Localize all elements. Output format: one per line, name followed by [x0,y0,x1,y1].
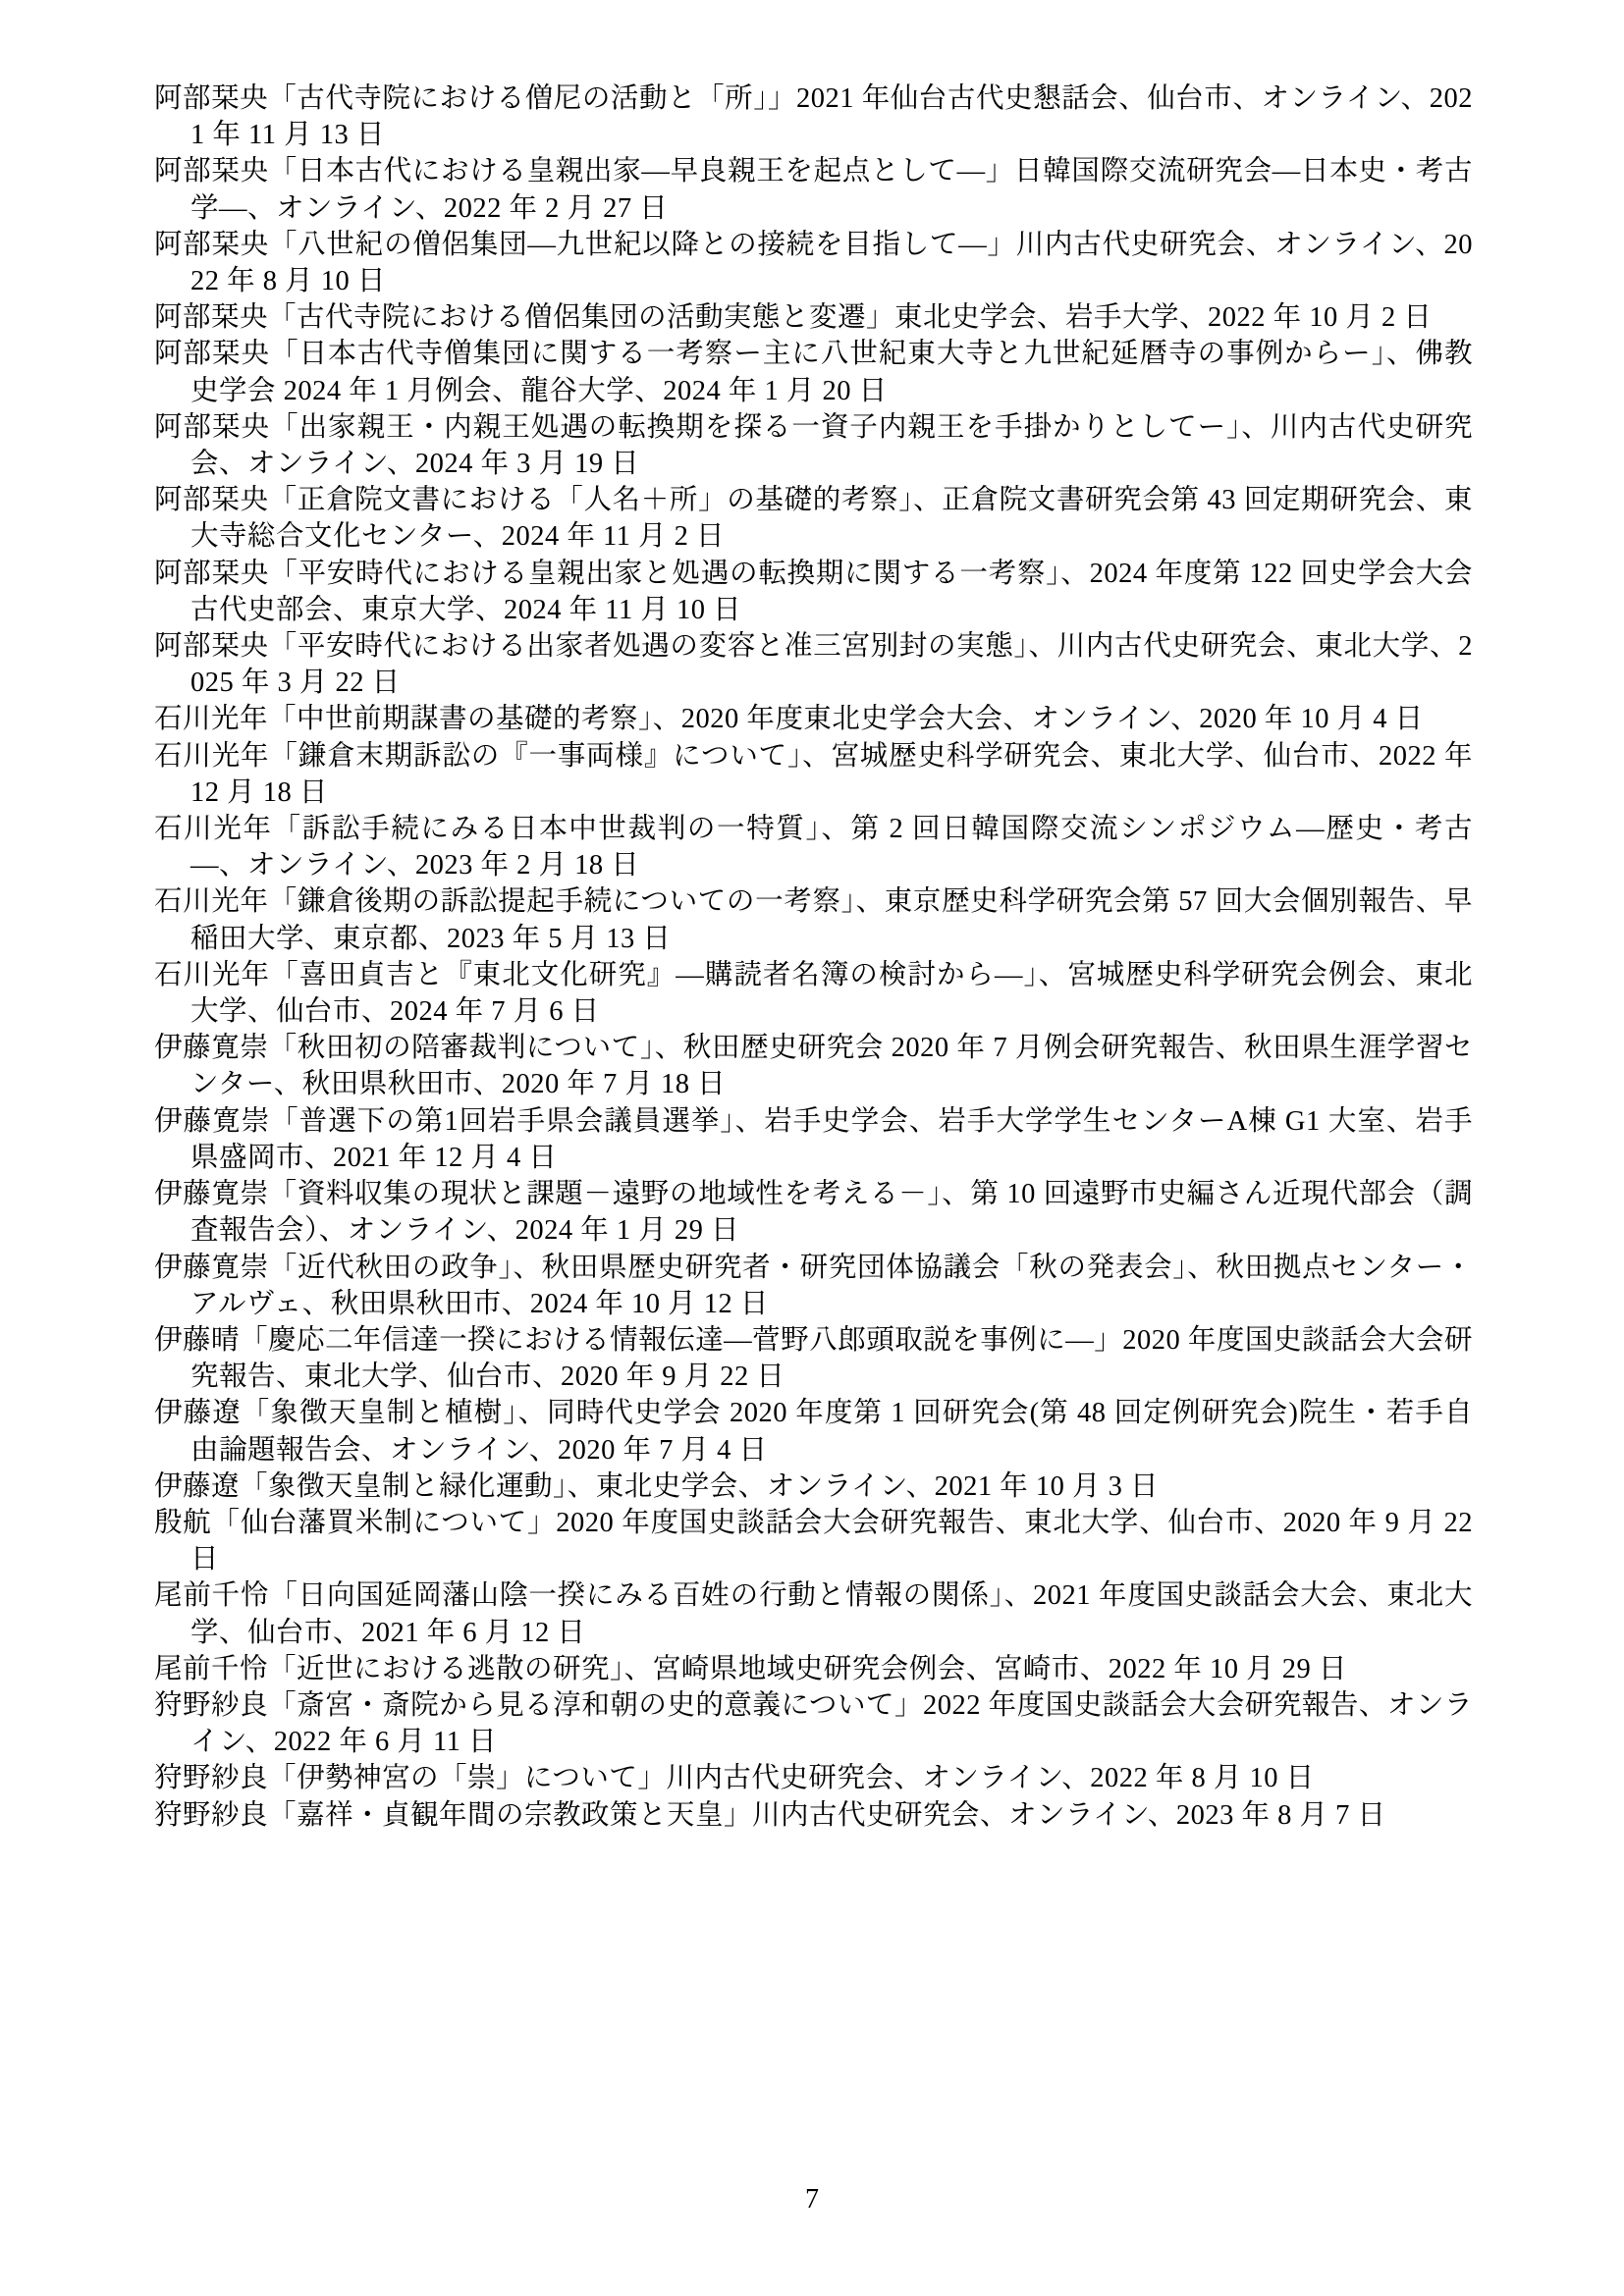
bibliography-entry: 石川光年「鎌倉末期訴訟の『一事両様』について」、宮城歴史科学研究会、東北大学、仙台市、2022 年 12 月 18 日 [154,740,1473,808]
bibliography-entry: 狩野紗良「嘉祥・貞観年間の宗教政策と天皇」川内古代史研究会、オンライン、2023 年 8 月 7 日 [154,1799,1386,1831]
bibliography-entry: 阿部栞央「日本古代寺僧集団に関する一考察ー主に八世紀東大寺と九世紀延暦寺の事例からー」、佛教史学会 2024 年 1 月例会、龍谷大学、2024 年 1 月 20 日 [154,339,1473,406]
bibliography-entry: 殷航「仙台藩買米制について」2020 年度国史談話会大会研究報告、東北大学、仙台市、2020 年 9 月 22 日 [154,1507,1473,1575]
document-page [154,80,1473,1834]
bibliography-entry: 伊藤寛崇「普選下の第1回岩手県会議員選挙」、岩手史学会、岩手大学学生センターA棟 G1 大室、岩手県盛岡市、2021 年 12 月 4 日 [154,1105,1473,1173]
bibliography-entry: 伊藤寛崇「秋田初の陪審裁判について」、秋田歴史研究会 2020 年 7 月例会研究報告、秋田県生涯学習センター、秋田県秋田市、2020 年 7 月 18 日 [154,1033,1473,1100]
bibliography-entry: 石川光年「中世前期謀書の基礎的考察」、2020 年度東北史学会大会、オンライン、2020 年 10 月 4 日 [154,704,1424,735]
bibliography-entry: 伊藤寛崇「資料収集の現状と課題－遠野の地域性を考える－」、第 10 回遠野市史編さん近現代部会（調査報告会）、オンライン、2024 年 1 月 29 日 [154,1179,1473,1247]
bibliography-entry: 阿部栞央「平安時代における皇親出家と処遇の転換期に関する一考察」、2024 年度第 122 回史学会大会古代史部会、東京大学、2024 年 11 月 10 日 [154,558,1473,625]
bibliography-list [154,80,1473,1834]
bibliography-entry: 石川光年「喜田貞吉と『東北文化研究』—購読者名簿の検討から—」、宮城歴史科学研究会例会、東北大学、仙台市、2024 年 7 月 6 日 [154,959,1473,1028]
bibliography-entry: 尾前千怜「日向国延岡藩山陰一揆にみる百姓の行動と情報の関係」、2021 年度国史談話会大会、東北大学、仙台市、2021 年 6 月 12 日 [154,1580,1473,1648]
bibliography-entry: 阿部栞央「平安時代における出家者処遇の変容と准三宮別封の実態」、川内古代史研究会、東北大学、2025 年 3 月 22 日 [154,631,1473,699]
bibliography-entry: 伊藤寛崇「近代秋田の政争」、秋田県歴史研究者・研究団体協議会「秋の発表会」、秋田拠点センター・アルヴェ、秋田県秋田市、2024 年 10 月 12 日 [154,1252,1473,1319]
bibliography-entry: 阿部栞央「古代寺院における僧侶集団の活動実態と変遷」東北史学会、岩手大学、2022 年 10 月 2 日 [154,302,1433,334]
bibliography-entry: 狩野紗良「伊勢神宮の「祟」について」川内古代史研究会、オンライン、2022 年 8 月 10 日 [154,1763,1315,1794]
bibliography-entry: 伊藤遼「象徴天皇制と植樹」、同時代史学会 2020 年度第 1 回研究会(第 48 回定例研究会)院生・若手自由論題報告会、オンライン、2020 年 7 月 4 日 [154,1398,1473,1466]
bibliography-entry: 石川光年「訴訟手続にみる日本中世裁判の一特質」、第 2 回日韓国際交流シンポジウム—歴史・考古—、オンライン、2023 年 2 月 18 日 [154,814,1473,881]
bibliography-entry: 阿部栞央「八世紀の僧侶集団—九世紀以降との接続を目指して—」川内古代史研究会、オンライン、2022 年 8 月 10 日 [154,229,1473,297]
bibliography-entry: 石川光年「鎌倉後期の訴訟提起手続についての一考察」、東京歴史科学研究会第 57 回大会個別報告、早稲田大学、東京都、2023 年 5 月 13 日 [154,886,1473,954]
page-number: 7 [805,2184,819,2215]
bibliography-entry: 阿部栞央「出家親王・内親王処遇の転換期を探る一資子内親王を手掛かりとしてー」、川内古代史研究会、オンライン、2024 年 3 月 19 日 [154,411,1473,480]
bibliography-entry: 狩野紗良「斎宮・斎院から見る淳和朝の史的意義について」2022 年度国史談話会大会研究報告、オンライン、2022 年 6 月 11 日 [154,1689,1473,1758]
bibliography-entry: 阿部栞央「古代寺院における僧尼の活動と「所」」2021 年仙台古代史懇話会、仙台市、オンライン、2021 年 11 月 13 日 [154,83,1473,151]
bibliography-entry: 阿部栞央「正倉院文書における「人名＋所」の基礎的考察」、正倉院文書研究会第 43 回定期研究会、東大寺総合文化センター、2024 年 11 月 2 日 [154,485,1473,553]
bibliography-entry: 尾前千怜「近世における逃散の研究」、宮崎県地域史研究会例会、宮崎市、2022 年 10 月 29 日 [154,1653,1347,1684]
bibliography-entry: 阿部栞央「日本古代における皇親出家—早良親王を起点として—」日韓国際交流研究会—日本史・考古学—、オンライン、2022 年 2 月 27 日 [154,156,1473,224]
bibliography-entry: 伊藤遼「象徴天皇制と緑化運動」、東北史学会、オンライン、2021 年 10 月 3 日 [154,1470,1159,1502]
bibliography-entry: 伊藤晴「慶応二年信達一揆における情報伝達—菅野八郎頭取説を事例に—」2020 年度国史談話会大会研究報告、東北大学、仙台市、2020 年 9 月 22 日 [154,1324,1473,1393]
